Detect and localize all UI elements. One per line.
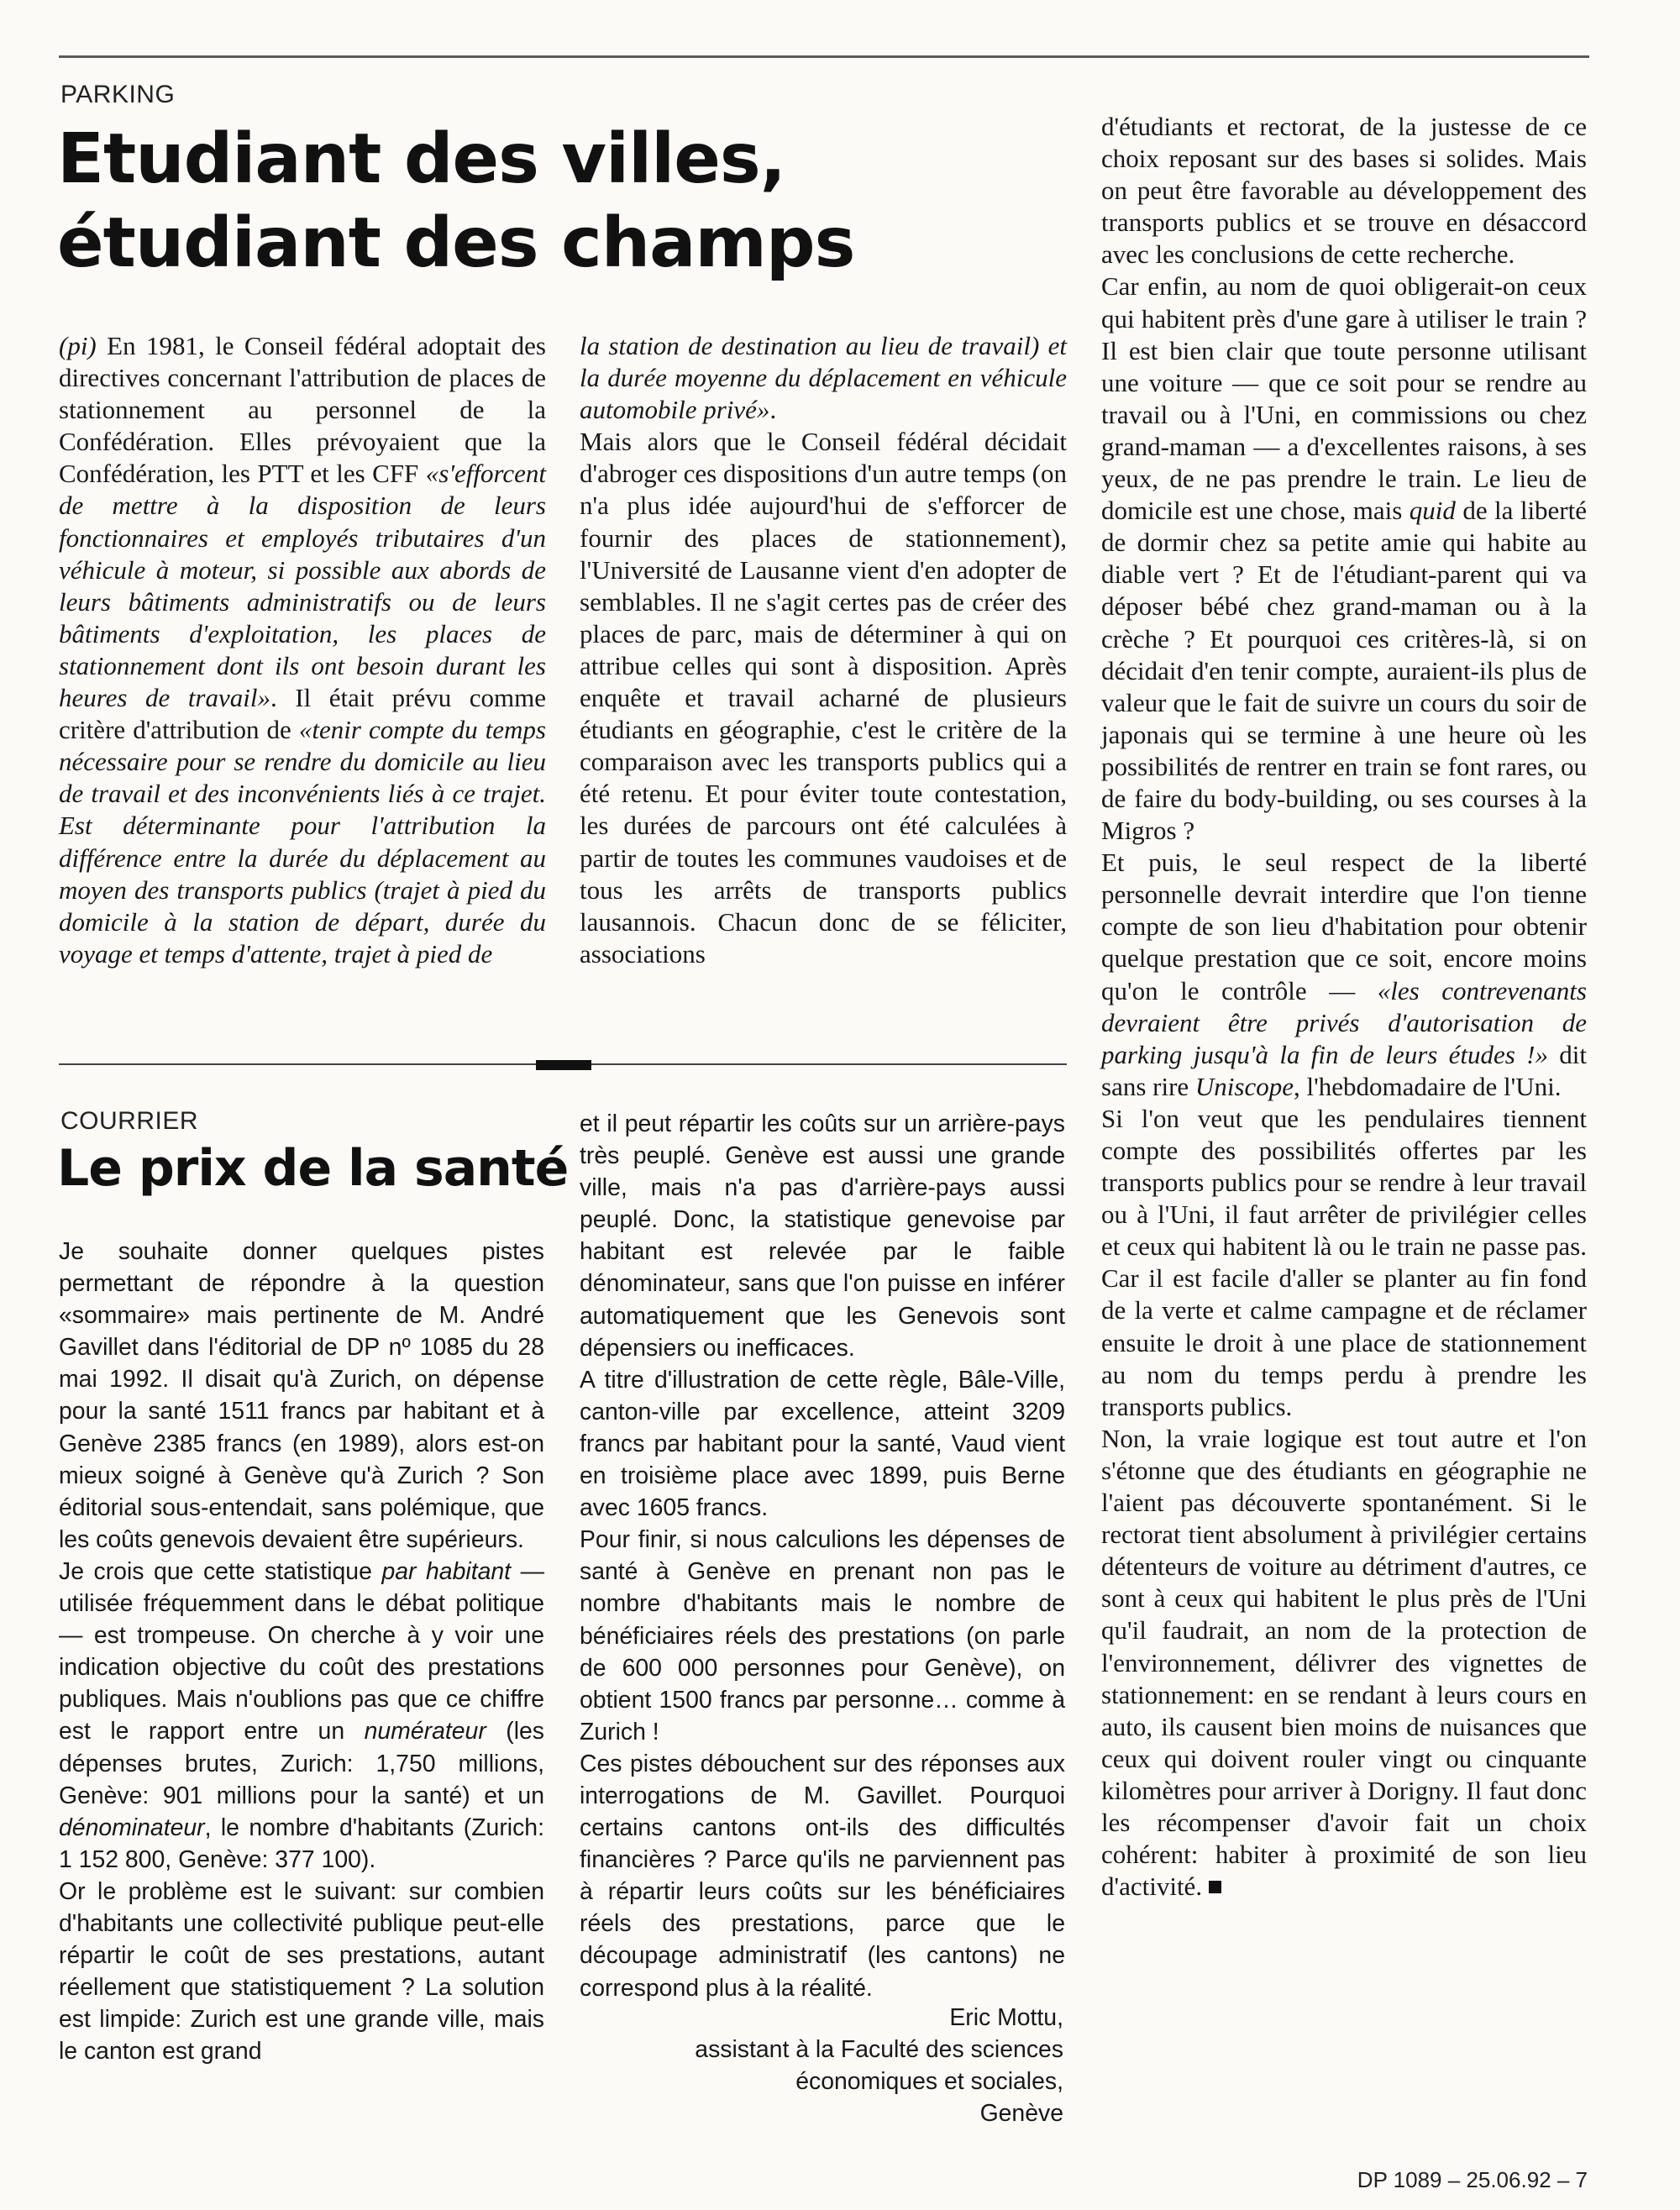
article-title-parking: Etudiant des villes, étudiant des champs (57, 119, 855, 283)
courrier-column-2 (580, 1108, 1065, 2004)
section-kicker-parking: PARKING (60, 81, 176, 108)
end-of-article-mark (1209, 1881, 1221, 1893)
quote: la station de destination au lieu de travail) et la durée moyenne du déplacement en véhicule automobile privé» (580, 331, 1067, 425)
letter-signature (580, 2002, 1063, 2129)
parking-paragraph: la station de destination au lieu de travail) et la durée moyenne du déplacement en véhicule automobile privé». (580, 331, 1067, 425)
quote: «tenir compte du temps nécessaire pour se rendre du domicile au lieu de travail et des inconvénients liés à ce trajet. Est déterminante pour l'attribution la différence entre la durée du déplacement au moyen des transports publics (trajet à pied du domicile à la station de départ, durée du voyage et temps d'attente, trajet à pied de (59, 715, 546, 969)
quote: «s'efforcent de mettre à la disposition de leurs fonctionnaires et employés tributaires d'un véhicule à moteur, si possible aux abords de leurs bâtiments administratifs ou de leurs bâtiments d'exploitation, les places de stationnement dont ils ont besoin durant les heures de travail» (59, 459, 546, 713)
parking-paragraph: Et puis, le seul respect de la liberté personnelle devrait interdire que l'on tienne compte de son lieu d'habitation pour obtenir quelque prestation que ce soit, encore moins qu'on le contrôle — «les contrevenants devraient être privés d'autorisation de parking jusqu'à la fin de leurs études !» dit sans rire Uniscope, l'hebdomadaire de l'Uni. (1101, 848, 1587, 1101)
parking-column-3 (1101, 111, 1587, 1903)
parking-paragraph: Si l'on veut que les pendulaires tiennent compte des possibilités offertes par les transports publics pour se rendre à leur travail ou à l'Uni, il faut arrêter de privilégier celles et ceux qui habitent là ou le train ne passe pas. Car il est facile d'aller se planter au fin fond de la verte et calme campagne et de réclamer ensuite le droit à une place de stationnement au nom du temps perdu à prendre les transports publics. (1101, 1103, 1587, 1421)
courrier-paragraph: Ces pistes débouchent sur des réponses aux interrogations de M. Gavillet. Pourquoi certains cantons ont-ils des difficultés financières ? Parce qu'ils ne parviennent pas à répartir leurs coûts sur les bénéficiaires réels des prestations, parce que le découpage administratif (les cantons) ne correspond plus à la réalité. (580, 1750, 1065, 2002)
parking-column-2 (580, 330, 1067, 970)
parking-paragraph: Mais alors que le Conseil fédéral décidait d'abroger ces dispositions d'un autre temps (on n'a plus idée aujourd'hui de s'efforcer de fournir des places de stationnement), l'Université de Lausanne vient d'en adopter de semblables. Il ne s'agit certes pas de créer des places de parc, mais de déterminer à qui on attribue celles qui sont à disposition. Après enquête et travail acharné de plusieurs étudiants en géographie, c'est le critère de la comparaison avec les transports publics qui a été retenu. Et pour éviter toute contestation, les durées de parcours ont été calculées à partir de toutes les communes vaudoises et de tous les arrêts de transports publics lausannois. Chacun donc de se féliciter, associations (580, 427, 1067, 969)
signature-line: économiques et sociales, (795, 2068, 1063, 2096)
parking-paragraph: d'étudiants et rectorat, de la justesse de ce choix reposant sur des bases si solides. Mais on peut être favorable au développement des transports publics et se trouve en désaccord avec les conclusions de cette recherche. (1101, 112, 1587, 270)
author-initials: (pi) (59, 331, 97, 360)
signature-line: assistant à la Faculté des sciences (695, 2036, 1063, 2064)
courrier-paragraph: Je crois que cette statistique par habitant — utilisée fréquemment dans le débat politique — est trompeuse. On cherche à y voir une indication objective du coût des prestations publiques. Mais n'oublions pas que ce chiffre est le rapport entre un numérateur (les dépenses brutes, Zurich: 1,750 millions, Genève: 901 millions pour la santé) et un dénominateur, le nombre d'habitants (Zurich: 1 152 800, Genève: 377 100). (59, 1557, 545, 1873)
quote: «les contrevenants devraient être privés d'autorisation de parking jusqu'à la fin de leurs études !» (1101, 975, 1587, 1069)
parking-column-1 (59, 330, 546, 970)
courrier-paragraph: et il peut répartir les coûts sur un arrière-pays très peuplé. Genève est aussi une grande ville, mais n'a pas d'arrière-pays aussi peuplé. Donc, la statistique genevoise par habitant est relevée par le faible dénominateur, sans que l'on puisse en inférer automatiquement que les Genevois sont dépensiers ou inefficaces. (580, 1110, 1065, 1362)
parking-paragraph: Non, la vraie logique est tout autre et l'on s'étonne que des étudiants en géographie ne l'aient pas découverte spontanément. Si le rectorat tient absolument à privilégier certains détenteurs de voiture au détriment d'autres, ce sont à ceux qui habitent le plus près de l'Uni qu'il faudrait, an nom de la protection de l'environnement, délivrer des vignettes de stationnement: en se rendant à leurs cours en auto, ils causent bien moins de nuisances que ceux qui doivent rouler vingt ou cinquante kilomètres pour arriver à Dorigny. Il faut donc les récompenser d'avoir fait un choix cohérent: habiter à proximité de son lieu d'activité. (1101, 1423, 1587, 1902)
parking-paragraph: (pi) En 1981, le Conseil fédéral adoptait des directives concernant l'attribution de places de stationnement au personnel de la Confédération. Elles prévoyaient que la Confédération, les PTT et les CFF «s'efforcent de mettre à la disposition de leurs fonctionnaires et employés tributaires d'un véhicule à moteur, si possible aux abords de leurs bâtiments administratifs ou de leurs bâtiments d'exploitation, les places de stationnement dont ils ont besoin durant les heures de travail». Il était prévu comme critère d'attribution de «tenir compte du temps nécessaire pour se rendre du domicile au lieu de travail et des inconvénients liés à ce trajet. Est déterminante pour l'attribution la différence entre la durée du déplacement au moyen des transports publics (trajet à pied du domicile à la station de départ, durée du voyage et temps d'attente, trajet à pied de (59, 331, 547, 969)
top-rule (59, 55, 1589, 58)
courrier-paragraph: Je souhaite donner quelques pistes permettant de répondre à la question «sommaire» mais pertinente de M. André Gavillet dans l'éditorial de DP nº 1085 du 28 mai 1992. Il disait qu'à Zurich, on dépense pour la santé 1511 francs par habitant et à Genève 2385 francs (en 1989), alors est-on mieux soigné à Genève qu'à Zurich ? Son éditorial sous-entendait, sans polémique, que les coûts genevois devaient être supérieurs. (59, 1238, 544, 1553)
divider-mark (536, 1060, 591, 1070)
courrier-paragraph: Or le problème est le suivant: sur combien d'habitants une collectivité publique peut-elle répartir le coût de ses prestations, autant réellement que statistiquement ? La solution est limpide: Zurich est une grande ville, mais le canton est grand (59, 1877, 544, 2066)
signature-name: Eric Mottu, (949, 2004, 1063, 2031)
parking-paragraph: Car enfin, au nom de quoi obligerait-on ceux qui habitent près d'une gare à utiliser le train ? Il est bien clair que toute personne utilisant une voiture — que ce soit pour se rendre au travail ou à l'Uni, en commissions ou chez grand-maman — a d'excellentes raisons, à ses yeux, de ne pas prendre le train. Le lieu de domicile est une chose, mais quid de la liberté de dormir chez sa petite amie qui habite au diable vert ? Et de l'étudiant-parent qui va déposer bébé chez grand-maman ou à la crèche ? Et pourquoi ces critères-là, si on décidait d'en tenir compte, auraient-ils plus de valeur que le fait de suivre un cours du soir de japonais qui se termine à une heure où les possibilités de rentrer en train se font rares, ou de faire du body-building, ou ses courses à la Migros ? (1101, 271, 1588, 846)
section-kicker-courrier: COURRIER (60, 1107, 199, 1135)
article-title-courrier: Le prix de la santé (57, 1139, 569, 1198)
signature-line: Genève (979, 2100, 1063, 2128)
courrier-column-1 (59, 1236, 544, 2067)
page-footer: DP 1089 – 25.06.92 – 7 (1357, 2167, 1588, 2192)
courrier-paragraph: Pour finir, si nous calculions les dépenses de santé à Genève en prenant non pas le nombre d'habitants mais le nombre de bénéficiaires réels des prestations (on parle de 600 000 personnes pour Genève), on obtient 1500 francs par personne… comme à Zurich ! (580, 1526, 1065, 1745)
courrier-paragraph: A titre d'illustration de cette règle, Bâle-Ville, canton-ville par excellence, atteint 3209 francs par habitant pour la santé, Vaud vient en troisième place avec 1899, puis Berne avec 1605 francs. (580, 1366, 1065, 1522)
